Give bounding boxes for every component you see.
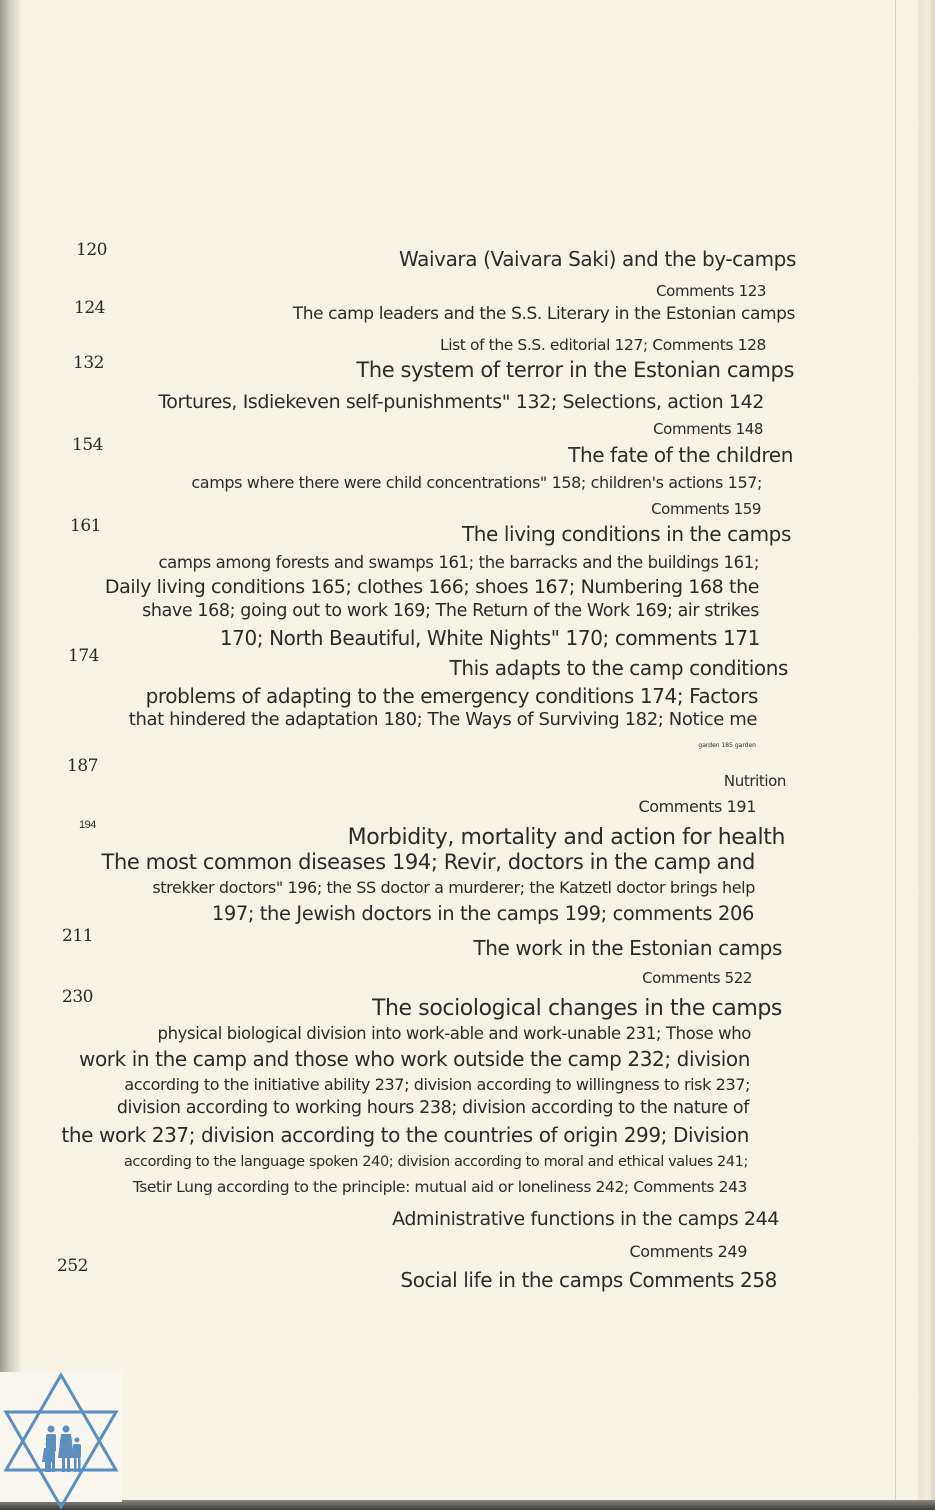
page-number: 174 bbox=[68, 646, 99, 666]
page-number: 187 bbox=[67, 756, 98, 776]
page-edge-stack bbox=[918, 0, 935, 1510]
page-number: 230 bbox=[62, 987, 93, 1007]
chapter-title: Waivara (Vaivara Saki) and the by-camps bbox=[399, 247, 796, 271]
chapter-title: The camp leaders and the S.S. Literary in the Estonian camps bbox=[292, 304, 795, 324]
chapter-title: The work in the Estonian camps bbox=[473, 936, 782, 960]
chapter-title: Administrative functions in the camps 244 bbox=[392, 1208, 779, 1230]
chapter-subline: List of the S.S. editorial 127; Comments 128 bbox=[439, 336, 766, 354]
chapter-subline: problems of adapting to the emergency conditions 174; Factors bbox=[145, 684, 758, 708]
page-number: 132 bbox=[73, 353, 104, 373]
chapter-title: The living conditions in the camps bbox=[461, 522, 791, 546]
chapter-subline: Comments 249 bbox=[629, 1242, 747, 1261]
chapter-subline: Daily living conditions 165; clothes 166; shoes 167; Numbering 168 the bbox=[104, 576, 759, 598]
chapter-subline: according to the language spoken 240; division according to moral and ethical values 241; bbox=[123, 1154, 748, 1170]
chapter-subline: Comments 148 bbox=[653, 420, 763, 438]
chapter-subline: 170; North Beautiful, White Nights" 170; comments 171 bbox=[219, 626, 760, 650]
chapter-subline: garden 185 garden bbox=[698, 742, 756, 749]
chapter-title: Morbidity, mortality and action for health bbox=[347, 825, 785, 850]
chapter-subline: Tortures, Isdiekeven self-punishments" 132; Selections, action 142 bbox=[158, 391, 764, 413]
chapter-title: Social life in the camps Comments 258 bbox=[400, 1268, 777, 1292]
page-number: 154 bbox=[72, 435, 103, 455]
chapter-subline: camps where there were child concentrations" 158; children's actions 157; bbox=[191, 473, 762, 492]
chapter-subline: strekker doctors" 196; the SS doctor a murderer; the Katzetl doctor brings help bbox=[152, 878, 755, 897]
chapter-subline: according to the initiative ability 237; division according to willingness to risk 237; bbox=[124, 1075, 750, 1094]
chapter-subline: Comments 191 bbox=[638, 797, 756, 816]
page-number: 252 bbox=[57, 1256, 88, 1276]
star-of-david-family-icon bbox=[0, 1372, 122, 1510]
page-number: 120 bbox=[76, 240, 107, 260]
chapter-subline: Comments 522 bbox=[642, 969, 752, 987]
bottom-shadow bbox=[0, 1500, 935, 1510]
gutter-shadow bbox=[0, 0, 22, 1503]
page-number: 161 bbox=[70, 516, 101, 536]
chapter-subline: that hindered the adaptation 180; The Ways of Surviving 182; Notice me bbox=[128, 709, 757, 730]
chapter-subline: shave 168; going out to work 169; The Return of the Work 169; air strikes bbox=[142, 601, 759, 621]
chapter-title: The system of terror in the Estonian camps bbox=[356, 358, 794, 382]
logo bbox=[0, 1372, 122, 1502]
chapter-title: This adapts to the camp conditions bbox=[449, 656, 788, 680]
chapter-subline: Tsetir Lung according to the principle: mutual aid or loneliness 242; Comments 243 bbox=[132, 1178, 747, 1196]
chapter-subline: the work 237; division according to the countries of origin 299; Division bbox=[61, 1123, 749, 1147]
chapter-title: The sociological changes in the camps bbox=[371, 996, 782, 1021]
chapter-subline: Comments 159 bbox=[651, 500, 761, 518]
chapter-subline: work in the camp and those who work outside the camp 232; division bbox=[79, 1047, 750, 1071]
page-number: 211 bbox=[62, 926, 93, 946]
chapter-subline: division according to working hours 238; division according to the nature of bbox=[116, 1098, 749, 1118]
page-number: 124 bbox=[74, 298, 105, 318]
chapter-subline: Comments 123 bbox=[656, 282, 766, 300]
chapter-title: The fate of the children bbox=[568, 443, 793, 467]
page-edge-line bbox=[895, 0, 896, 1503]
chapter-subline: physical biological division into work-able and work-unable 231; Those who bbox=[157, 1024, 751, 1043]
page-number: 194 bbox=[79, 819, 96, 831]
chapter-subline: camps among forests and swamps 161; the barracks and the buildings 161; bbox=[158, 553, 759, 572]
chapter-subline: 197; the Jewish doctors in the camps 199; comments 206 bbox=[211, 902, 754, 925]
chapter-title: Nutrition bbox=[723, 772, 786, 790]
chapter-subline: The most common diseases 194; Revir, doctors in the camp and bbox=[101, 850, 755, 874]
